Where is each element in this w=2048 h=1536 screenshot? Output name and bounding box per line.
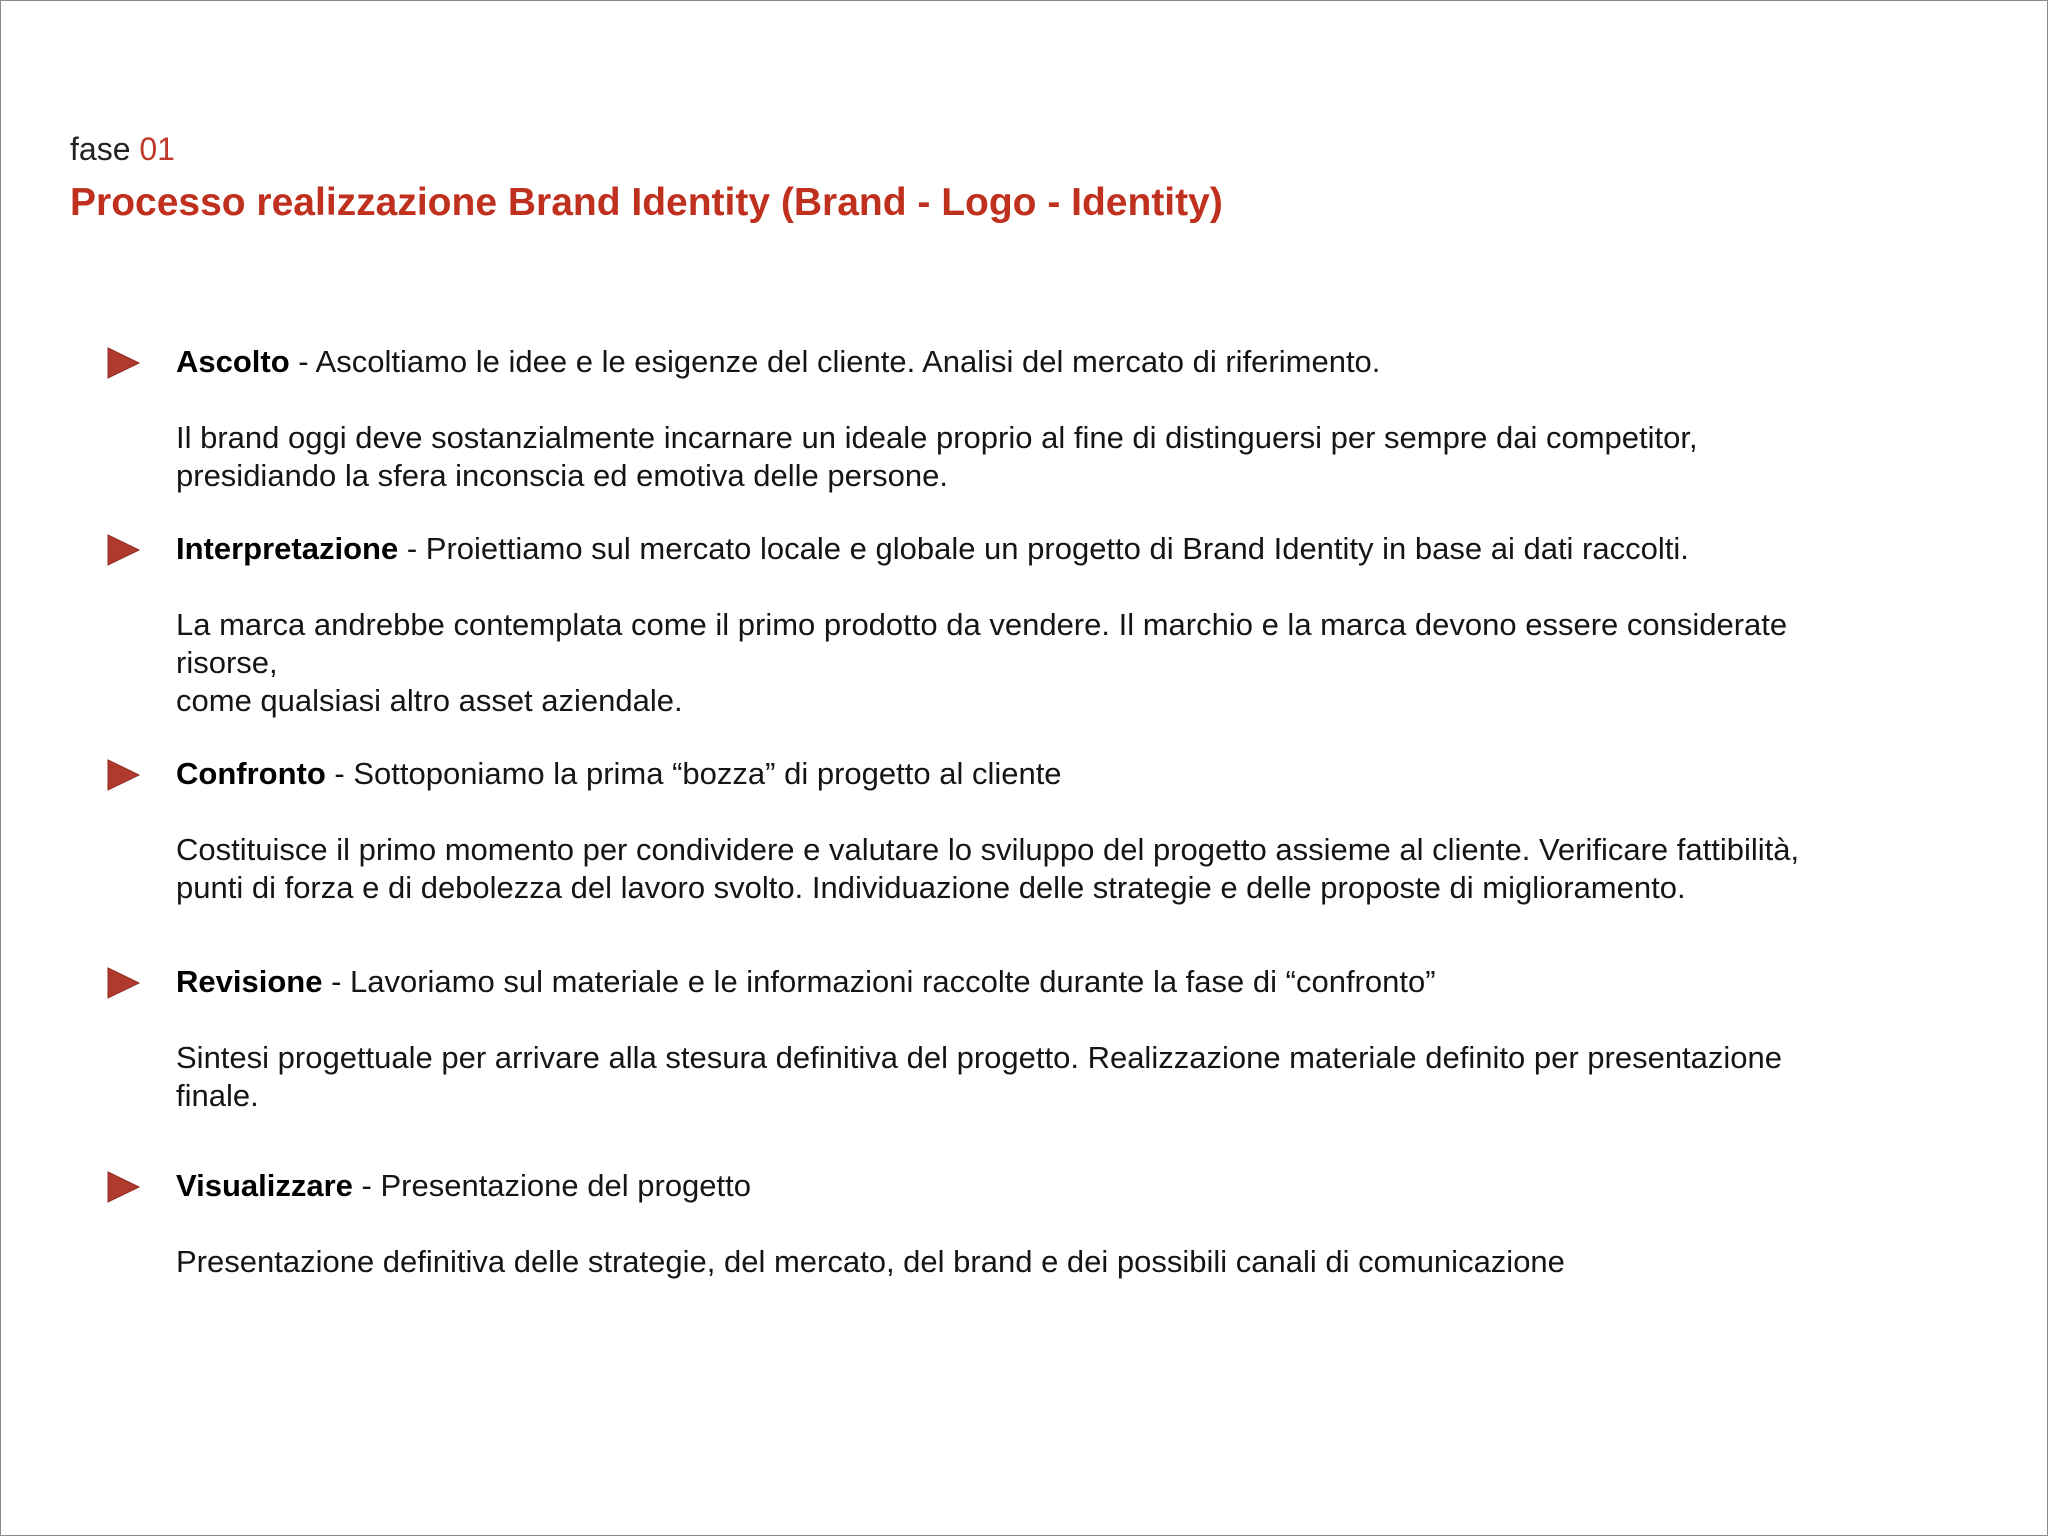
triangle-arrow-right-icon xyxy=(105,1169,141,1205)
step-heading xyxy=(176,963,1896,1001)
step-name: Interpretazione xyxy=(176,531,399,566)
step-heading xyxy=(176,1167,1896,1205)
step-name: Revisione xyxy=(176,964,323,999)
phase-number: 01 xyxy=(139,131,175,167)
step-summary: - Proiettiamo sul mercato locale e globale un progetto di Brand Identity in base ai dati raccolti. xyxy=(398,531,1689,566)
step-summary: - Presentazione del progetto xyxy=(352,1168,752,1203)
step-heading xyxy=(176,755,1896,793)
step-summary: - Sottoponiamo la prima “bozza” di progetto al cliente xyxy=(325,756,1062,791)
step-description: La marca andrebbe contemplata come il primo prodotto da vendere. Il marchio e la marca devono essere considerate risorse, come qualsiasi altro asset aziendale. xyxy=(176,607,1788,718)
step-text xyxy=(176,1167,1896,1281)
step-name: Ascolto xyxy=(176,344,290,379)
step-name: Confronto xyxy=(176,756,326,791)
step-description: Costituisce il primo momento per condividere e valutare lo sviluppo del progetto assieme al cliente. Verificare fattibilità, punti di forza e di debolezza del lavoro svolto. Individuazione delle strategie e delle proposte di miglioramento. xyxy=(176,832,1800,905)
step-description: Sintesi progettuale per arrivare alla stesura definitiva del progetto. Realizzazione materiale definito per presentazione finale. xyxy=(176,1040,1783,1113)
step-description: Presentazione definitiva delle strategie, del mercato, del brand e dei possibili canali di comunicazione xyxy=(176,1244,1565,1279)
triangle-arrow-right-icon xyxy=(105,965,141,1001)
step-text xyxy=(176,343,1896,495)
triangle-arrow-right-icon xyxy=(105,345,141,381)
step-text xyxy=(176,530,1896,720)
triangle-arrow-right-icon xyxy=(105,532,141,568)
phase-word: fase xyxy=(70,131,131,167)
step-summary: - Ascoltiamo le idee e le esigenze del cliente. Analisi del mercato di riferimento. xyxy=(289,344,1381,379)
step-text xyxy=(176,755,1896,907)
slide-header xyxy=(70,129,1223,227)
phase-label xyxy=(70,129,1223,169)
step-text xyxy=(176,963,1896,1115)
step-heading xyxy=(176,530,1896,568)
step-summary: - Lavoriamo sul materiale e le informazioni raccolte durante la fase di “confronto” xyxy=(322,964,1436,999)
step-description: Il brand oggi deve sostanzialmente incarnare un ideale proprio al fine di distinguersi per sempre dai competitor, presidiando la sfera inconscia ed emotiva delle persone. xyxy=(176,420,1698,493)
slide-title: Processo realizzazione Brand Identity (Brand - Logo - Identity) xyxy=(70,181,1223,224)
step-heading xyxy=(176,343,1896,381)
triangle-arrow-right-icon xyxy=(105,757,141,793)
step-name: Visualizzare xyxy=(176,1168,353,1203)
